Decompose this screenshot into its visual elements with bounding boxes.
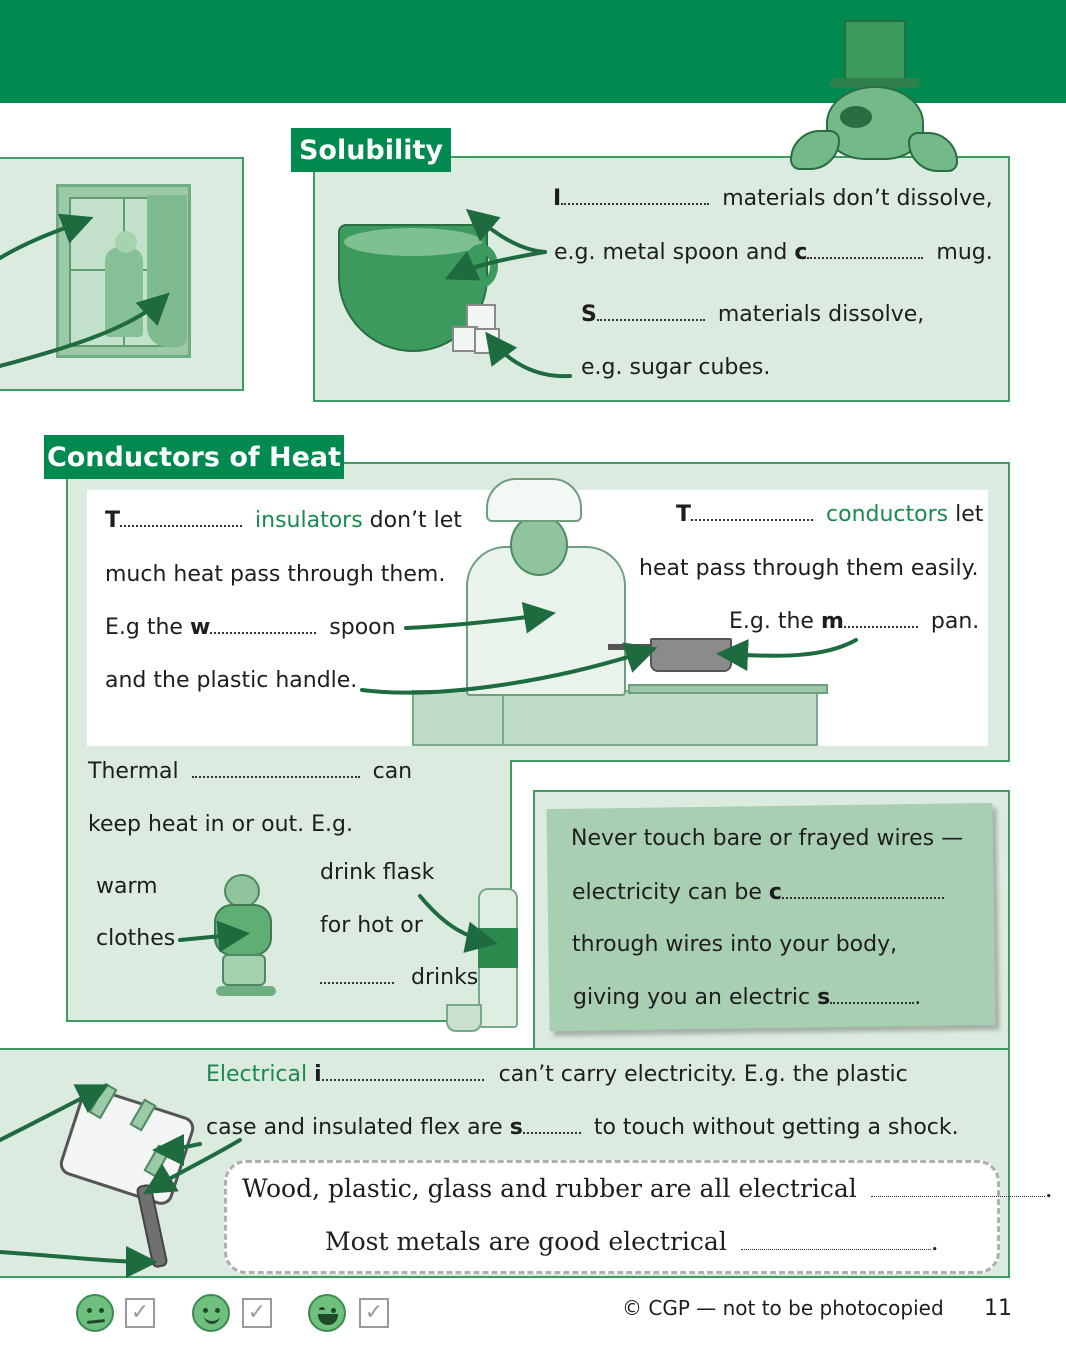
electrical-line2-a: case and insulated flex are: [206, 1115, 503, 1140]
solubility-line3-text: materials dissolve,: [717, 302, 925, 327]
period: .: [930, 1227, 939, 1256]
warning-line4-a: giving you an electric: [573, 985, 811, 1010]
arrow-window-top: [0, 220, 86, 258]
heat-ins-line3-a: E.g the: [105, 615, 183, 640]
blank-letter-c: c: [768, 880, 782, 905]
checkbox-happy[interactable]: ✓: [359, 1298, 389, 1328]
period: .: [1044, 1174, 1053, 1203]
arrow-case: [160, 1144, 200, 1150]
arrow-wire: [0, 1252, 150, 1262]
arrow-sugar: [490, 338, 570, 376]
summary1-text: Wood, plastic, glass and rubber are all electrical: [242, 1174, 857, 1203]
arrow-mug: [452, 252, 545, 276]
electrical-rest: can’t carry electricity. E.g. the plastic: [498, 1062, 908, 1087]
heat-con-line2: heat pass through them easily.: [639, 556, 979, 581]
arrow-spoon: [472, 214, 545, 252]
blank-letter-c: c: [794, 240, 808, 265]
keyword-conductors: conductors: [826, 502, 949, 527]
warm-label: warm: [96, 874, 158, 899]
keyword-insulators: insulators: [255, 508, 363, 533]
face-icon-happy[interactable]: [308, 1294, 346, 1332]
keyword-electrical: Electrical: [206, 1062, 308, 1087]
heat-con-rest: let: [955, 502, 984, 527]
blank-letter-s: s: [509, 1115, 523, 1140]
warning-line3: through wires into your body,: [572, 932, 898, 957]
heat-ins-line2: much heat pass through them.: [105, 562, 446, 587]
arrow-handle: [362, 650, 650, 693]
arrow-pan: [724, 640, 856, 656]
blank-letter-s: S: [581, 302, 597, 327]
drinks-label: drinks: [411, 965, 479, 990]
thermal-b: can: [372, 759, 413, 784]
thermal-a: Thermal: [88, 759, 179, 784]
blank-letter-t: T: [676, 502, 692, 527]
heat-title: Conductors of Heat: [44, 435, 344, 479]
solubility-line4: e.g. sugar cubes.: [581, 355, 771, 380]
summary2-text: Most metals are good electrical: [325, 1227, 727, 1256]
checkbox-ok[interactable]: ✓: [242, 1298, 272, 1328]
drink-flask-label: drink flask: [320, 860, 435, 885]
arrow-flask: [420, 896, 490, 942]
blank-letter-i: i: [314, 1062, 322, 1087]
solubility-line2-a: e.g. metal spoon and: [554, 240, 788, 265]
warning-line1: Never touch bare or frayed wires —: [571, 826, 964, 851]
warning-line2-a: electricity can be: [572, 880, 762, 905]
face-icon-ok[interactable]: [192, 1294, 230, 1332]
heat-con-line3-a: E.g. the: [729, 609, 814, 634]
copyright-text: © CGP — not to be photocopied: [622, 1296, 944, 1320]
solubility-line1-text: materials don’t dissolve,: [722, 186, 993, 211]
page-number: 11: [984, 1296, 1012, 1321]
clothes-label: clothes: [96, 926, 176, 951]
arrow-clothes: [180, 934, 242, 940]
arrow-flex: [150, 1140, 240, 1190]
heat-con-line3-b: pan.: [930, 609, 980, 634]
solubility-title: Solubility: [291, 128, 451, 172]
arrow-plug-pin: [0, 1088, 102, 1140]
checkbox-unsure[interactable]: ✓: [125, 1298, 155, 1328]
solubility-line2-b: mug.: [936, 240, 993, 265]
for-hot-label: for hot or: [320, 913, 423, 938]
blank-letter-s: s: [817, 985, 831, 1010]
heat-ins-line3-b: spoon: [329, 615, 396, 640]
blank-letter-i: I: [553, 186, 562, 211]
blank-letter-t: T: [105, 508, 121, 533]
period: .: [914, 985, 922, 1010]
heat-ins-line4: and the plastic handle.: [105, 668, 358, 693]
blank-letter-m: m: [820, 609, 844, 634]
face-icon-unsure[interactable]: [76, 1294, 114, 1332]
blank-letter-w: w: [189, 615, 211, 640]
electrical-line2-b: to touch without getting a shock.: [593, 1115, 959, 1140]
arrow-wooden-spoon: [406, 614, 548, 628]
arrow-window-bottom: [0, 298, 164, 366]
thermal-line2: keep heat in or out. E.g.: [88, 812, 353, 837]
heat-ins-rest: don’t let: [369, 508, 462, 533]
